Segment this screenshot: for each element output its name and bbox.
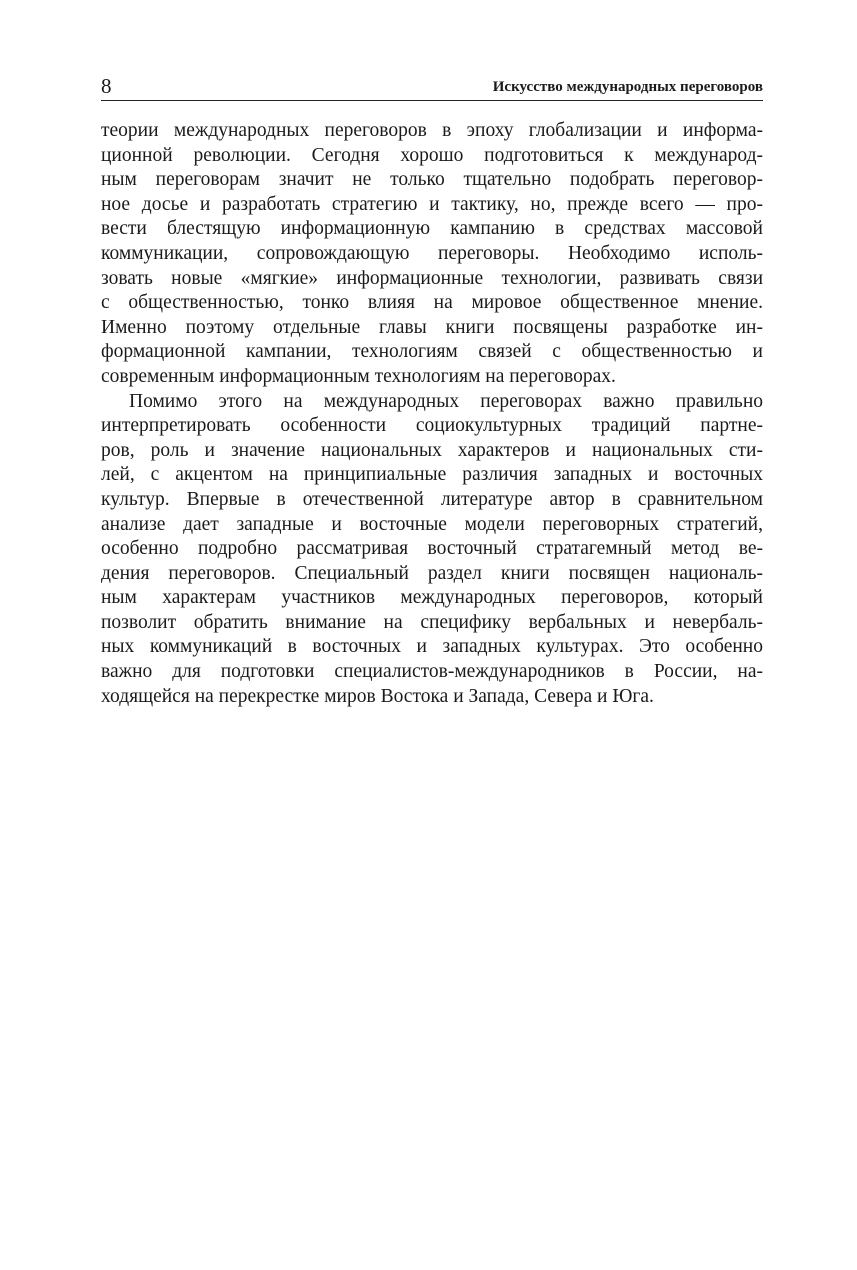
text-line: Помимо этого на международных переговорах важно правильно — [129, 390, 763, 412]
text-line: дения переговоров. Специальный раздел книги посвящен националь- — [101, 562, 763, 584]
text-line: интерпретировать особенности социокультурных традиций партне- — [101, 415, 763, 437]
text-line: ционной революции. Сегодня хорошо подготовиться к международ- — [101, 144, 763, 166]
text-line: ным характерам участников международных переговоров, который — [101, 587, 763, 609]
text-line: важно для подготовки специалистов-международников в России, на- — [101, 661, 763, 683]
text-line: с общественностью, тонко влияя на мировое общественное мнение. — [101, 292, 763, 314]
page-number: 8 — [101, 74, 112, 98]
text-line: ным переговорам значит не только тщательно подобрать переговор- — [101, 169, 763, 191]
text-line: зовать новые «мягкие» информационные технологии, развивать связи — [101, 267, 763, 289]
paragraph-2 — [101, 390, 763, 710]
text-line: особенно подробно рассматривая восточный стратагемный метод ве- — [101, 538, 763, 560]
text-line: ных коммуникаций в восточных и западных культурах. Это особенно — [101, 636, 763, 658]
text-line: ходящейся на перекрестке миров Востока и Запада, Севера и Юга. — [101, 685, 654, 707]
running-title: Искусство международных переговоров — [492, 79, 763, 95]
text-line: анализе дает западные и восточные модели переговорных стратегий, — [101, 513, 763, 535]
text-line: формационной кампании, технологиям связей с общественностью и — [101, 341, 763, 363]
running-header — [101, 72, 763, 101]
text-line: лей, с акцентом на принципиальные различия западных и восточных — [101, 464, 763, 486]
book-page — [101, 72, 763, 709]
text-line: современным информационным технологиям на переговорах. — [101, 365, 616, 387]
text-line: вести блестящую информационную кампанию в средствах массовой — [101, 218, 763, 240]
text-line: ное досье и разработать стратегию и тактику, но, прежде всего — про- — [101, 193, 763, 215]
paragraph-1 — [101, 119, 763, 390]
text-line: ров, роль и значение национальных характеров и национальных сти- — [101, 439, 763, 461]
text-line: культур. Впервые в отечественной литературе автор в сравнительном — [101, 488, 763, 510]
text-line: теории международных переговоров в эпоху глобализации и информа- — [101, 120, 763, 141]
body-text — [101, 119, 763, 709]
text-line: коммуникации, сопровождающую переговоры. Необходимо исполь- — [101, 242, 763, 264]
text-line: позволит обратить внимание на специфику вербальных и невербаль- — [101, 611, 763, 633]
text-line: Именно поэтому отдельные главы книги посвящены разработке ин- — [101, 316, 763, 338]
